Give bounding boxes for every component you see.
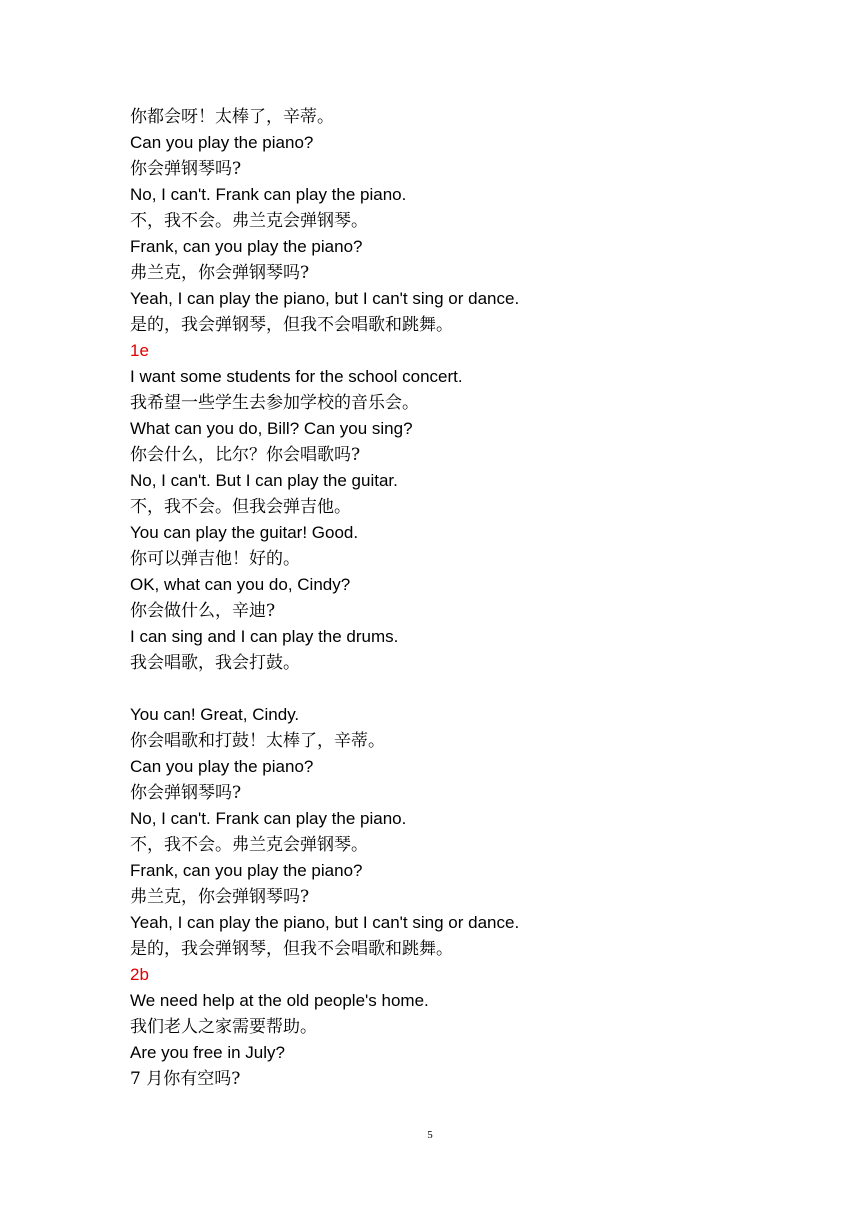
blank-line [130, 676, 770, 702]
chinese-translation-line: 你会做什么，辛迪? [130, 601, 276, 621]
chinese-translation-line: 你会弹钢琴吗? [130, 783, 242, 803]
english-dialogue-line: OK, what can you do, Cindy? [130, 575, 351, 594]
chinese-translation-line: 你会什么，比尔？你会唱歌吗? [130, 445, 361, 465]
english-dialogue-line: Are you free in July? [130, 1043, 285, 1062]
chinese-translation-line: 你会弹钢琴吗? [130, 159, 242, 179]
english-dialogue-line: We need help at the old people's home. [130, 991, 429, 1010]
english-dialogue-line: No, I can't. Frank can play the piano. [130, 185, 407, 204]
chinese-translation-line: 我会唱歌，我会打鼓。 [130, 653, 300, 673]
english-dialogue-line: You can! Great, Cindy. [130, 705, 300, 724]
chinese-translation-line: 是的，我会弹钢琴，但我不会唱歌和跳舞。 [130, 939, 453, 959]
english-dialogue-line: Yeah, I can play the piano, but I can't sing or dance. [130, 913, 520, 932]
english-dialogue-line: No, I can't. Frank can play the piano. [130, 809, 407, 828]
english-dialogue-line: What can you do, Bill? Can you sing? [130, 419, 413, 438]
english-dialogue-line: Can you play the piano? [130, 757, 314, 776]
chinese-translation-line: 弗兰克，你会弹钢琴吗? [130, 887, 310, 907]
english-dialogue-line: Frank, can you play the piano? [130, 237, 363, 256]
english-dialogue-line: Can you play the piano? [130, 133, 314, 152]
chinese-translation-line: 不，我不会。但我会弹吉他。 [130, 497, 351, 517]
chinese-translation-line: 你都会呀！太棒了，辛蒂。 [130, 107, 334, 127]
chinese-translation-line: 你可以弹吉他！好的。 [130, 549, 300, 569]
english-dialogue-line: No, I can't. But I can play the guitar. [130, 471, 398, 490]
chinese-translation-line: 你会唱歌和打鼓！太棒了，辛蒂。 [130, 731, 385, 751]
page-number: 5 [427, 1129, 433, 1141]
chinese-translation-line: 我们老人之家需要帮助。 [130, 1017, 317, 1037]
chinese-translation-line: 是的，我会弹钢琴，但我不会唱歌和跳舞。 [130, 315, 453, 335]
english-dialogue-line: Frank, can you play the piano? [130, 861, 363, 880]
english-dialogue-line: Yeah, I can play the piano, but I can't sing or dance. [130, 289, 520, 308]
chinese-translation-line: 我希望一些学生去参加学校的音乐会。 [130, 393, 419, 413]
chinese-translation-line: 弗兰克，你会弹钢琴吗? [130, 263, 310, 283]
chinese-translation-line: 7 月你有空吗? [130, 1069, 241, 1089]
document-body [130, 104, 770, 1092]
section-heading: 2b [130, 965, 149, 984]
english-dialogue-line: You can play the guitar! Good. [130, 523, 359, 542]
section-heading: 1e [130, 341, 149, 360]
english-dialogue-line: I want some students for the school concert. [130, 367, 463, 386]
chinese-translation-line: 不，我不会。弗兰克会弹钢琴。 [130, 835, 368, 855]
chinese-translation-line: 不，我不会。弗兰克会弹钢琴。 [130, 211, 368, 231]
english-dialogue-line: I can sing and I can play the drums. [130, 627, 399, 646]
